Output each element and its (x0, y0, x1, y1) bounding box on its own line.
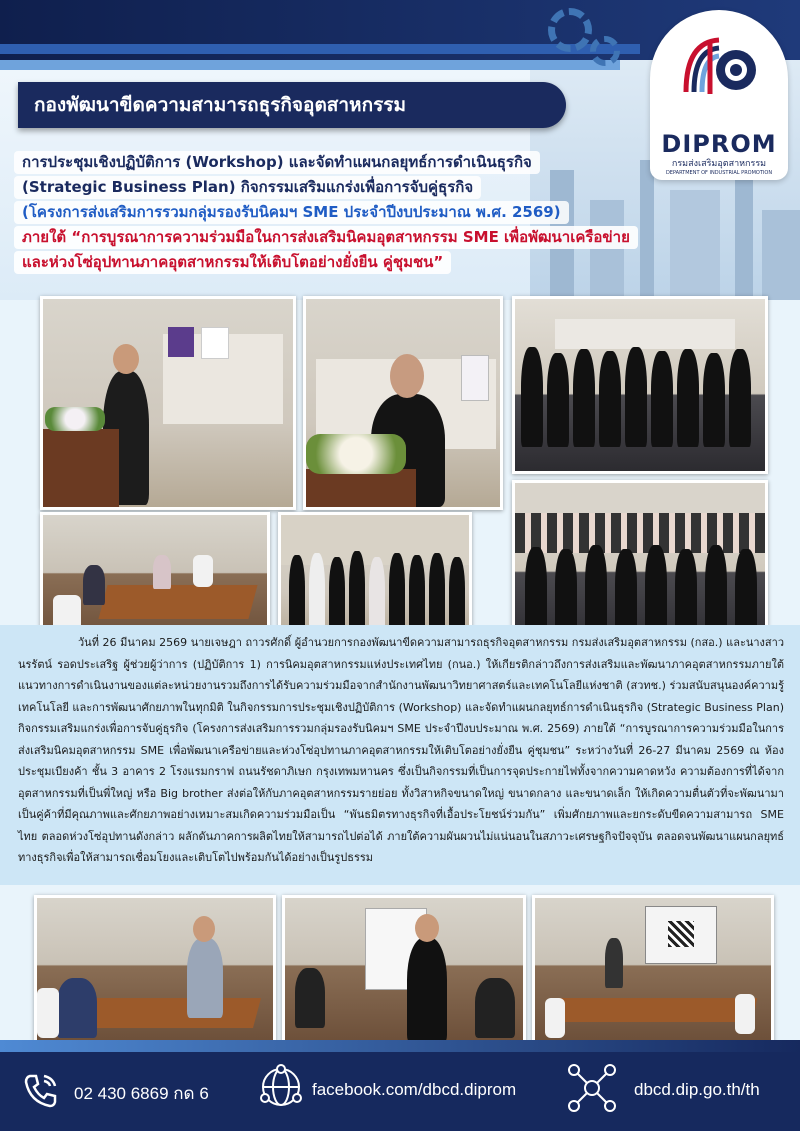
qr-code-icon (668, 921, 694, 947)
logo-english-name: DEPARTMENT OF INDUSTRIAL PROMOTION (665, 170, 773, 176)
gear-icon (590, 36, 620, 66)
person-figure (475, 978, 515, 1038)
logo-placard (201, 327, 229, 359)
person-figure (429, 553, 445, 635)
backdrop-banner (555, 319, 735, 349)
footer (0, 1052, 800, 1131)
person-figure (289, 555, 305, 635)
chair (37, 988, 59, 1038)
person-figure (675, 549, 697, 637)
gear-icon (548, 8, 592, 52)
body-paragraph (18, 632, 784, 869)
footer-website[interactable]: dbcd.dip.go.th/th (634, 1080, 760, 1099)
person-figure (735, 549, 757, 637)
person-figure (645, 545, 667, 637)
logo-placard (461, 355, 489, 401)
diprom-logo-icon (676, 32, 762, 102)
person-figure (573, 349, 595, 447)
conference-table (98, 585, 257, 619)
flower-arrangement (45, 407, 105, 431)
person-figure (329, 557, 345, 635)
person-figure (187, 938, 223, 1018)
person-figure (57, 978, 97, 1038)
photo-speaker-female (303, 296, 503, 510)
heading-line-2: (Strategic Business Plan) กิจกรรมเสริมแกร่งเพื่อการจับคู่ธุรกิจ (14, 176, 481, 199)
person-figure (389, 553, 405, 635)
heading-line-1: การประชุมเชิงปฏิบัติการ (Workshop) และจัดทำแผนกลยุทธ์การดำเนินธุรกิจ (14, 151, 540, 174)
heading-line-3: (โครงการส่งเสริมการรวมกลุ่มรองรับนิคมฯ SME ประจำปีงบประมาณ พ.ศ. 2569) (14, 201, 569, 224)
heading-block (14, 150, 704, 275)
person-figure (83, 565, 105, 605)
person-figure (705, 545, 727, 637)
photo-group-large (512, 480, 768, 646)
chair (735, 994, 755, 1034)
projector-screen (645, 906, 717, 964)
factory-building (762, 210, 800, 300)
decor-stripe (0, 60, 620, 70)
person-figure (409, 555, 425, 635)
footer-phone[interactable]: 02 430 6869 กด 6 (74, 1084, 209, 1103)
podium (306, 469, 416, 507)
logo-thai-name: กรมส่งเสริมอุตสาหกรรม (671, 159, 767, 169)
flower-arrangement (306, 434, 406, 474)
person-figure (521, 347, 543, 447)
presenter-figure (407, 938, 447, 1043)
person-figure (349, 551, 365, 635)
person-figure (525, 547, 547, 637)
person-figure (729, 349, 751, 447)
photo-participant-speaking (34, 895, 276, 1049)
person-figure (555, 549, 577, 637)
person-figure (651, 351, 673, 447)
podium (43, 429, 119, 507)
body-paragraph-text: วันที่ 26 มีนาคม 2569 นายเจษฎา ถาวรศักดิ์ ผู้อำนวยการกองพัฒนาขีดความสามารถธุรกิจอุตสาหกรรม กรมส่งเสริมอุตสาหกรรม (กสอ.) และนางสาวนรรัตน์ รอดประเสริฐ ผู้ช่วยผู้ว่าการ (ปฏิบัติการ 1) การนิคมอุตสาหกรรมแห่งประเทศไทย (กนอ.) ให้เกียรติกล่าวถึงการส่งเสริมและพัฒนาภาคอุตสาหกรรมภายใต้แนวทางการดำเนินงานของแต่ละหน่วยงานรวมถึงการได้รับความร่วมมือจากสำนักงานพัฒนาวิทยาศาสตร์และเทคโนโลยีแห่งชาติ (สวทช.) ร่วมสนับสนุนองค์ความรู้ เทคโนโลยี และการพัฒนาศักยภาพในทุกมิติ ในกิจกรรมการประชุมเชิงปฏิบัติการ (Workshop) และจัดทำแผนกลยุทธ์การดำเนินธุรกิจ (Strategic Business Plan) กิจกรรมเสริมแกร่งเพื่อการจับคู่ธุรกิจ (โครงการส่งเสริมการรวมกลุ่มรองรับนิคมฯ SME ประจำปีงบประมาณ พ.ศ. 2569) ภายใต้ “การบูรณาการความร่วมมือในการส่งเสริมนิคมอุตสาหกรรม SME เพื่อพัฒนาเครือข่ายและห่วงโซ่อุปทานภาคอุตสาหกรรมให้เติบโตอย่างยั่งยืน คู่ชุมชน” ระหว่างวันที่ 26-27 มีนาคม 2569 ณ ห้องประชุมเบียงค้า ชั้น 3 อาคาร 2 โรงแรมกราฟ ถนนรัชดาภิเษก กรุงเทพมหานคร ซึ่งเป็นกิจกรรมที่เป็นการจุดประกายไฟทั้งจากความคาดหวัง ความต้องการที่ได้จากอุตสาหกรรมที่เป็นพี่ใหญ่ หรือ Big brother ส่งต่อให้กับภาคอุตสาหกรรมรายย่อย ทั้งวิสาหกิจขนาดใหญ่ ขนาดกลาง และขนาดเล็ก ให้เกิดความตื่นตัวที่จะพัฒนามาเป็นคู่ค้าที่มีคุณภาพและศักยภาพอย่างเหมาะสมเกิดความร่วมมือเป็น “พันธมิตรทางธุรกิจที่เอื้อประโยชน์ร่วมกัน” เพิ่มศักยภาพและยกระดับขีดความสามารถ SME ไทย ตลอดห่วงโซ่อุปทานดังกล่าว ผลักดันภาคการผลิตไทยให้สามารถไปต่อได้ ภายใต้ความผันผวนไม่แน่นอนในสภาวะเศรษฐกิจปัจจุบัน ตลอดจนพัฒนาแผนกลยุทธ์ทางธุรกิจเพื่อให้สามารถเชื่อมโยงและเติบโตไปพร้อมกันได้อย่างเป็นรูปธรรม (18, 636, 784, 864)
logo-name: DIPROM (661, 130, 777, 158)
logo-placard (168, 327, 194, 357)
person-figure (615, 549, 637, 637)
person-figure (599, 351, 621, 447)
person-figure (585, 545, 607, 637)
person-figure (625, 347, 647, 447)
person-figure (547, 353, 569, 447)
person-figure (153, 555, 171, 589)
speaker-head (390, 354, 424, 398)
speaker-head (113, 344, 139, 374)
heading-line-5: และห่วงโซ่อุปทานภาคอุตสาหกรรมให้เติบโตอย่างยั่งยืน คู่ชุมชน” (14, 251, 451, 274)
person-figure (449, 557, 465, 635)
person-figure (605, 938, 623, 988)
person-head (193, 916, 215, 942)
chair (193, 555, 213, 587)
people-network-icon (566, 1062, 618, 1114)
person-figure (369, 557, 385, 635)
photo-speaker-male (40, 296, 296, 510)
person-figure (703, 353, 725, 447)
person-figure (309, 553, 325, 635)
decor-stripe (0, 44, 640, 54)
department-title: กองพัฒนาขีดความสามารถธุรกิจอุตสาหกรรม (18, 82, 566, 128)
network-icon (258, 1064, 304, 1110)
phone-icon (20, 1070, 60, 1110)
person-figure (677, 349, 699, 447)
photo-presenter-board (282, 895, 526, 1049)
conference-table (553, 998, 757, 1022)
chair (545, 998, 565, 1038)
photo-presentation-screen (532, 895, 774, 1049)
heading-line-4: ภายใต้ “การบูรณาการความร่วมมือในการส่งเสริมนิคมอุตสาหกรรม SME เพื่อพัฒนาเครือข่าย (14, 226, 638, 249)
crowd-back-row (515, 513, 765, 553)
person-figure (295, 968, 325, 1028)
photo-group-vip (512, 296, 768, 474)
factory-chimney (735, 175, 753, 300)
presenter-head (415, 914, 439, 942)
footer-facebook[interactable]: facebook.com/dbcd.diprom (312, 1080, 517, 1099)
